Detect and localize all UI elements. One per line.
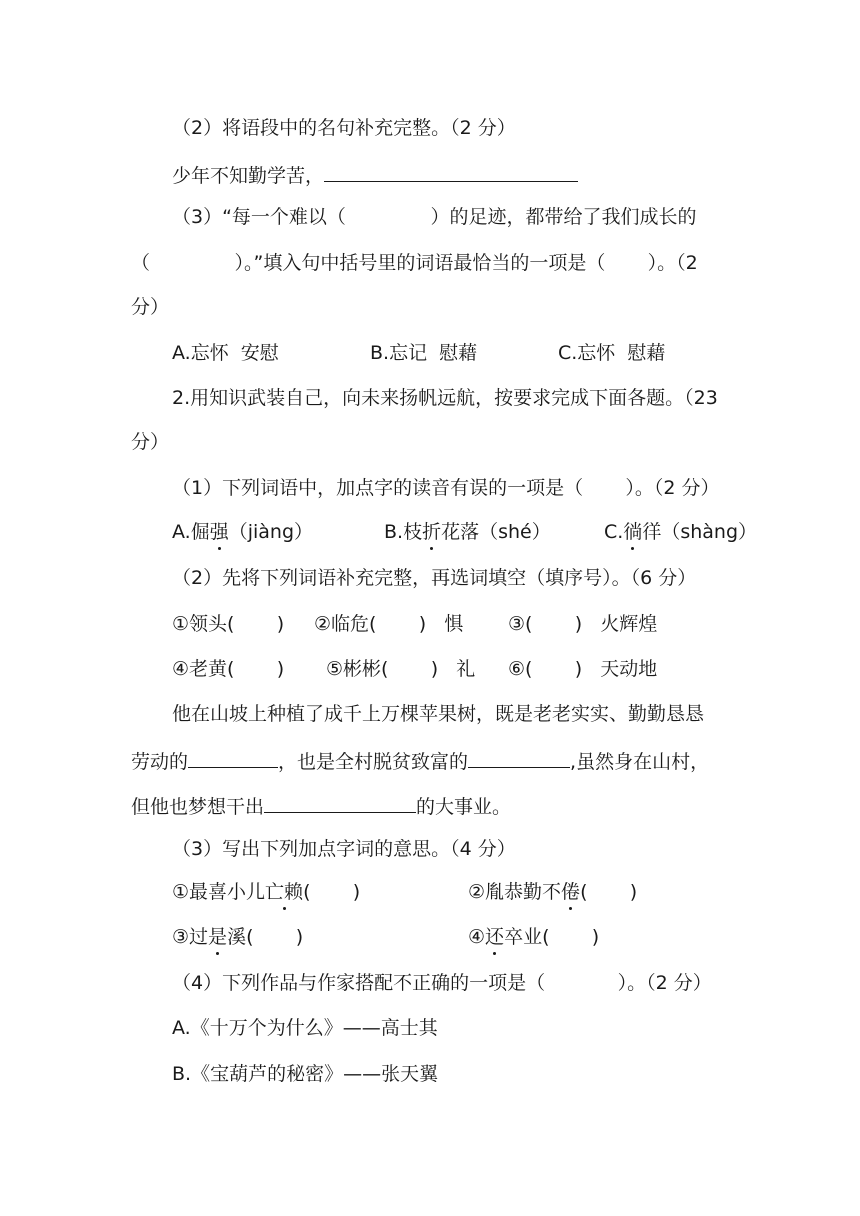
q2-part3-title: （3）写出下列加点字词的意思。（4 分）	[172, 838, 516, 860]
q2-part1-option-c	[604, 518, 757, 546]
poem-first-half: 少年不知勤学苦，	[172, 165, 325, 187]
dotted-word: 亡赖	[265, 878, 303, 906]
option-pinyin: （jiàng）	[228, 521, 314, 543]
q2-title-line1: 2.用知识武装自己，向未来扬帆远航，按要求完成下面各题。（23	[172, 387, 718, 409]
q1-part3-line1: （3）“每一个难以（ ）的足迹，都带给了我们成长的	[172, 206, 697, 228]
item-blank: 溪( )	[227, 926, 304, 948]
item-blank: 卒业( )	[504, 926, 600, 948]
meaning-item-3	[172, 923, 303, 951]
item-text: ①最喜小儿	[172, 881, 266, 903]
q2-part1-title: （1）下列词语中，加点字的读音有误的一项是（ ）。（2 分）	[172, 477, 720, 499]
idiom-4: ④老黄( )	[172, 658, 285, 680]
answer-blank[interactable]	[188, 745, 278, 768]
q1-option-a: A.忘怀 安慰	[172, 342, 279, 364]
dotted-word: 倦	[561, 878, 580, 906]
q2-title-line2: 分）	[131, 431, 170, 453]
meaning-item-4	[468, 923, 599, 951]
dotted-char: 强	[210, 518, 229, 546]
paragraph-text: 但他也梦想干出	[131, 796, 265, 818]
option-pinyin: 徉（shàng）	[642, 521, 758, 543]
option-text: A.倔	[172, 521, 210, 543]
idiom-1: ①领头( )	[172, 613, 285, 635]
item-text: ③过	[172, 926, 209, 948]
dotted-word: 是	[208, 923, 227, 951]
item-blank: ( )	[580, 881, 638, 903]
dotted-word: 还	[485, 923, 504, 951]
option-pinyin: 花落（shé）	[441, 521, 551, 543]
answer-blank[interactable]	[468, 745, 570, 768]
paragraph-text: 的大事业。	[416, 796, 512, 818]
dotted-char: 折	[422, 518, 441, 546]
idiom-2: ②临危( ) 惧	[314, 613, 464, 635]
answer-blank[interactable]	[324, 159, 578, 182]
paragraph-text: ，也是全村脱贫致富的	[278, 751, 469, 773]
q2-part4-option-b: B.《宝葫芦的秘密》——张天翼	[172, 1063, 439, 1085]
q1-option-b: B.忘记 慰藉	[370, 342, 478, 364]
q1-part3-line3: 分）	[131, 296, 170, 318]
fill-paragraph-line1: 他在山坡上种植了成千上万棵苹果树，既是老老实实、勤勤恳恳	[172, 703, 705, 725]
dotted-char: 徜	[623, 518, 642, 546]
option-text: C.	[604, 521, 624, 543]
q2-part1-option-a	[172, 518, 313, 546]
q1-option-c: C.忘怀 慰藉	[558, 342, 666, 364]
fill-paragraph-line2	[131, 745, 860, 776]
idiom-3: ③( ) 火辉煌	[508, 613, 658, 635]
q1-part2-line	[172, 159, 860, 190]
q2-part2-title: （2）先将下列词语补充完整，再选词填空（填序号）。（6 分）	[172, 567, 697, 589]
item-blank: ( )	[303, 881, 361, 903]
q1-part2-title: （2）将语段中的名句补充完整。（2 分）	[172, 117, 516, 139]
paragraph-text: ,虽然身在山村，	[570, 751, 710, 773]
option-text: B.枝	[384, 521, 423, 543]
item-text: ②胤恭勤不	[468, 881, 562, 903]
answer-blank[interactable]	[264, 790, 416, 813]
q2-part1-option-b	[384, 518, 551, 546]
meaning-item-2	[468, 878, 637, 906]
q1-part3-line2: （ ）。”填入句中括号里的词语最恰当的一项是（ ）。（2	[131, 252, 698, 274]
idiom-6: ⑥( ) 天动地	[508, 658, 658, 680]
idiom-5: ⑤彬彬( ) 礼	[326, 658, 476, 680]
item-text: ④	[468, 926, 486, 948]
fill-paragraph-line3	[131, 790, 860, 821]
q2-part4-option-a: A.《十万个为什么》——高士其	[172, 1017, 438, 1039]
paragraph-text: 劳动的	[131, 751, 189, 773]
meaning-item-1	[172, 878, 360, 906]
q2-part4-title: （4）下列作品与作家搭配不正确的一项是（ ）。（2 分）	[172, 972, 712, 994]
